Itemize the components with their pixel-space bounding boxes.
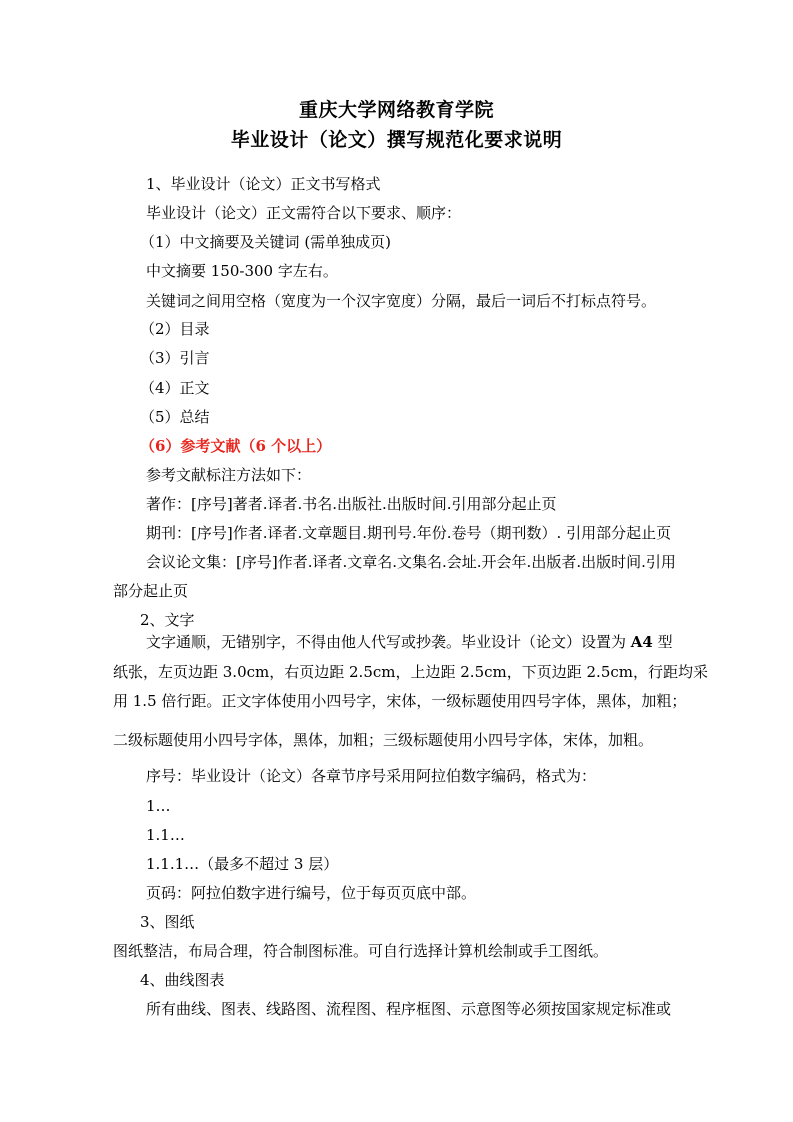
list-item-references: （6）参考文献（6 个以上） [140,437,332,455]
list-item-summary: （5）总结 [140,408,210,426]
abstract-requirement: 中文摘要 150-300 字左右。 [146,262,338,280]
section-2-paragraph-line4: 二级标题使用小四号字体，黑体，加粗；三级标题使用小四号字体，宋体，加粗。 [113,731,654,749]
reference-format-intro: 参考文献标注方法如下： [146,466,312,484]
paper-size-bold: A4 [630,633,653,651]
section-2-heading: 2、文字 [140,611,195,629]
reference-format-conference-cont: 部分起止页 [113,582,189,600]
section-1-heading: 1、毕业设计（论文）正文书写格式 [146,175,381,193]
reference-format-conference: 会议论文集：[序号]作者.译者.文章名.文集名.会址.开会年.出版者.出版时间.引用 [146,553,676,571]
section-3-heading: 3、图纸 [140,913,195,931]
section-2-paragraph-line1: 文字通顺，无错别字，不得由他人代写或抄袭。毕业设计（论文）设置为 A4 型 [146,633,673,651]
section-3-text: 图纸整洁，布局合理，符合制图标准。可自行选择计算机绘制或手工图纸。 [113,942,609,960]
document-title-institution: 重庆大学网络教育学院 [298,99,494,121]
section-4-text: 所有曲线、图表、线路图、流程图、程序框图、示意图等必须按国家规定标准或 [146,1000,672,1018]
numbering-level-2: 1.1… [146,826,185,844]
section-1-intro: 毕业设计（论文）正文需符合以下要求、顺序： [146,204,462,222]
section-2-paragraph-line3: 用 1.5 倍行距。正文字体使用小四号字，宋体，一级标题使用四号字体，黑体，加粗； [113,692,687,710]
list-item-intro: （3）引言 [140,349,210,367]
reference-format-book: 著作：[序号]著者.译者.书名.出版社.出版时间.引用部分起止页 [146,495,557,513]
keywords-requirement: 关键词之间用空格（宽度为一个汉字宽度）分隔，最后一词后不打标点符号。 [146,292,657,310]
numbering-level-3: 1.1.1…（最多不超过 3 层） [146,855,339,873]
list-item-body: （4）正文 [140,379,210,397]
numbering-rule: 序号：毕业设计（论文）各章节序号采用阿拉伯数字编码，格式为： [146,767,597,785]
reference-format-journal: 期刊：[序号]作者.译者.文章题目.期刊号.年份.卷号（期刊数）. 引用部分起止页 [146,524,672,542]
section-2-paragraph-line2: 纸张，左页边距 3.0cm，右页边距 2.5cm，上边距 2.5cm，下页边距 2.5cm，行距均采 [113,663,708,681]
page-number-rule: 页码：阿拉伯数字进行编号，位于每页页底中部。 [146,884,477,902]
document-title-main: 毕业设计（论文）撰写规范化要求说明 [230,129,563,151]
numbering-level-1: 1… [146,797,171,815]
section-4-heading: 4、曲线图表 [140,971,225,989]
list-item-toc: （2）目录 [140,320,210,338]
list-item-abstract: （1）中文摘要及关键词 (需单独成页) [140,233,392,251]
